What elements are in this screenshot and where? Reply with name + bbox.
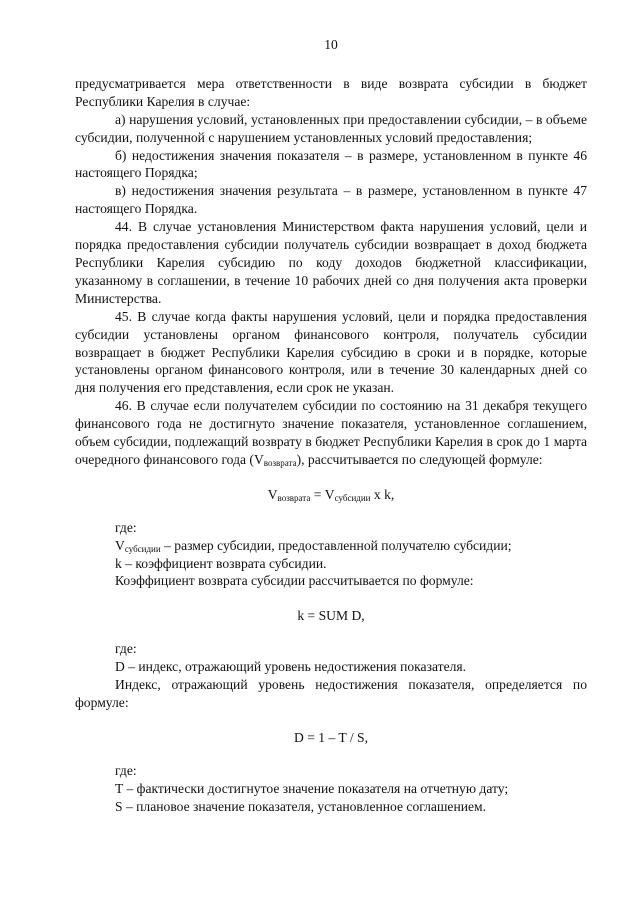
definition-v-sub: субсидии (124, 543, 161, 554)
paragraph-44: 44. В случае установления Министерством факта нарушения условий, цели и порядка предоставления субсидии получатель субсидии возвращает в доход бюджета Республики Карелия субсидию по коду доходов бюджетной классификации, указанному в соглашении, в течение 10 рабочих дней со дня получения акта проверки Министерства. (75, 219, 587, 306)
paragraph-45: 45. В случае когда факты нарушения условий, цели и порядка предоставления субсидии установлены органом финансового контроля, получатель субсидии возвращает в бюджет Республики Карелия субсидию в сроки и в порядке, которые установлены органом финансового контроля, или в течение 30 календарных дней со дня получения его представления, если срок не указан. (75, 308, 587, 396)
definition-k: k – коэффициент возврата субсидии. (115, 555, 327, 571)
paragraph-46 (75, 397, 587, 469)
definition-v-text: – размер субсидии, предоставленной получателю субсидии; (160, 537, 512, 553)
formula-return-v: V (267, 486, 278, 502)
item-b: б) недостижения значения показателя – в размере, установленном в пункте 46 настоящего Порядка; (75, 147, 587, 181)
formula-return-sub: возврата (277, 492, 311, 503)
paragraph-46-end: ), рассчитывается по следующей формуле: (296, 451, 543, 467)
definition-v-letter: V (115, 537, 125, 553)
formula-k: k = SUM D, (297, 608, 365, 624)
page-number: 10 (324, 37, 338, 52)
item-a: а) нарушения условий, установленных при предоставлении субсидии, – в объеме субсидии, полученной с нарушением установленных условий предоставления; (75, 111, 587, 145)
definition-s: S – плановое значение показателя, установленное соглашением. (115, 798, 487, 814)
where-label-2: где: (115, 641, 137, 657)
formula-return-rest: x k, (370, 486, 395, 502)
d-formula-intro: Индекс, отражающий уровень недостижения показателя, определяется по формуле: (75, 677, 587, 710)
definition-d: D – индекс, отражающий уровень недостижения показателя. (115, 659, 467, 675)
paragraph-46-text: 46. В случае если получателем субсидии по состоянию на 31 декабря текущего финансового года не достигнуто значение показателя, установленное соглашением, объем субсидии, подлежащий возврату в бюджет Республики Карелия в срок до 1 марта очередного финансового года (V (75, 398, 587, 467)
formula-subsidy-sub: субсидии (334, 492, 371, 503)
where-label-3: где: (115, 762, 137, 778)
paragraph-46-subscript: возврата (263, 457, 297, 468)
formula-d: D = 1 – T / S, (293, 729, 368, 745)
where-label-1: где: (115, 519, 137, 535)
definition-t: T – фактически достигнутое значение показателя на отчетную дату; (115, 780, 509, 796)
item-c: в) недостижения значения результата – в размере, установленном в пункте 47 настоящего Порядка. (75, 183, 587, 217)
formula-return (75, 486, 587, 504)
definition-v-subsidy (75, 537, 587, 555)
formula-return-eq: = V (310, 486, 335, 502)
paragraph-intro: предусматривается мера ответственности в виде возврата субсидии в бюджет Республики Карелия в случае: (75, 75, 587, 109)
k-formula-intro: Коэффициент возврата субсидии рассчитывается по формуле: (115, 573, 474, 589)
